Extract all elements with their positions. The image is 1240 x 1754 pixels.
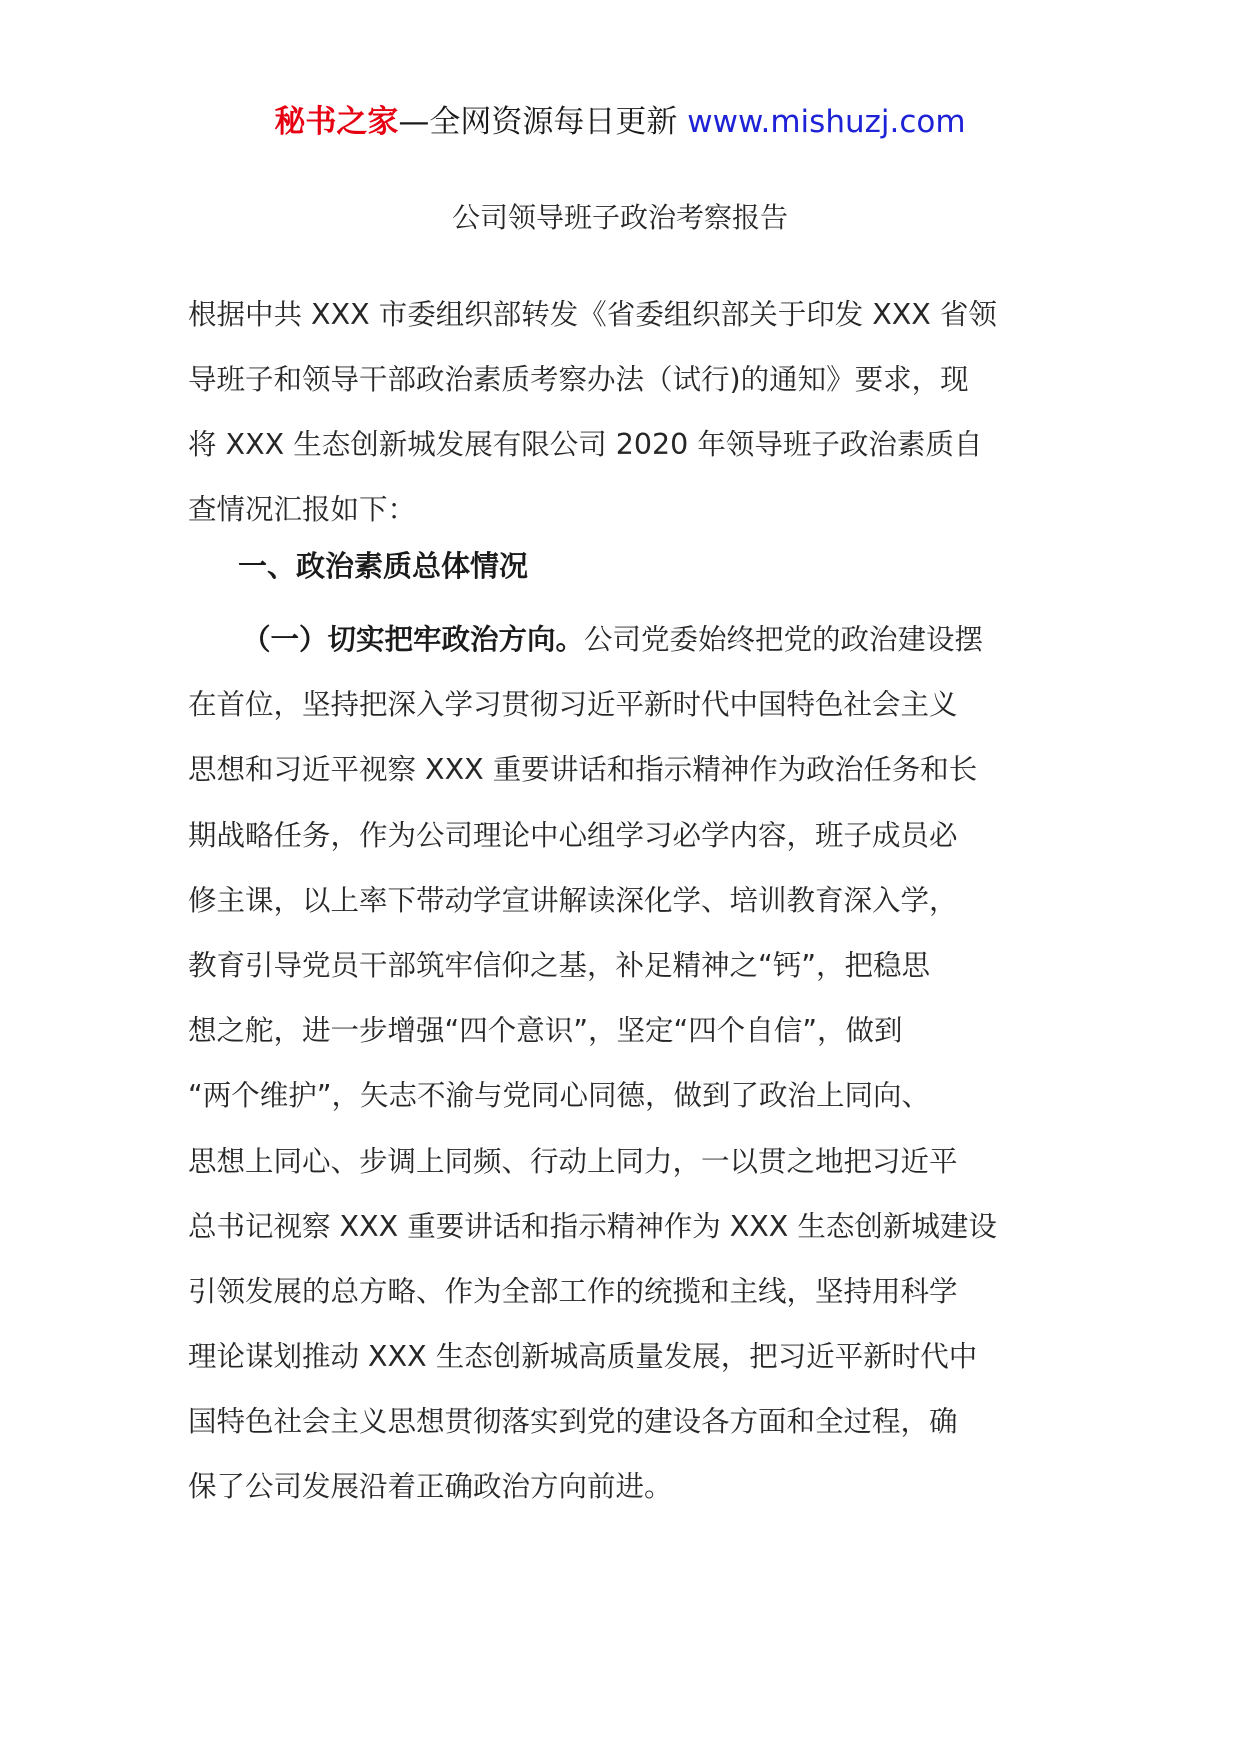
brand-name: 秘书之家	[274, 104, 399, 140]
paragraph-line: 在首位，坚持把深入学习贯彻习近平新时代中国特色社会主义	[188, 688, 958, 722]
paragraph-line: 保了公司发展沿着正确政治方向前进。	[188, 1470, 673, 1504]
paragraph-line: 理论谋划推动 XXX 生态创新城高质量发展，把习近平新时代中	[188, 1340, 978, 1374]
paragraph-line: “两个维护”，矢志不渝与党同心同德，做到了政治上同向、	[188, 1079, 931, 1113]
paragraph-line: 想之舵，进一步增强“四个意识”，坚定“四个自信”，做到	[188, 1014, 903, 1048]
site-url-link[interactable]: www.mishuzj.com	[687, 104, 966, 140]
paragraph-line: 总书记视察 XXX 重要讲话和指示精神作为 XXX 生态创新城建设	[188, 1209, 997, 1243]
paragraph-line: 思想上同心、步调上同频、行动上同力，一以贯之地把习近平	[188, 1144, 958, 1178]
section-paragraph	[188, 607, 1058, 1520]
intro-line: 将 XXX 生态创新城发展有限公司 2020 年领导班子政治素质自	[188, 428, 983, 461]
paragraph-first-line	[188, 607, 1058, 672]
paragraph-line: 修主课，以上率下带动学宣讲解读深化学、培训教育深入学，	[188, 883, 958, 917]
paragraph-line: 思想和习近平视察 XXX 重要讲话和指示精神作为政治任务和长	[188, 753, 978, 787]
document-title: 公司领导班子政治考察报告	[451, 201, 788, 234]
subheading: （一）切实把牢政治方向。	[242, 623, 585, 656]
paragraph-line: 教育引导党员干部筑牢信仰之基，补足精神之“钙”，把稳思	[188, 948, 931, 982]
intro-line: 根据中共 XXX 市委组织部转发《省委组织部关于印发 XXX 省领	[188, 298, 997, 331]
site-header	[0, 100, 1240, 144]
intro-line: 查情况汇报如下：	[188, 493, 417, 526]
site-tagline: —全网资源每日更新	[398, 104, 678, 140]
intro-line: 导班子和领导干部政治素质考察办法（试行)的通知》要求，现	[188, 363, 969, 396]
paragraph-line-text: 公司党委始终把党的政治建设摆	[584, 623, 984, 656]
paragraph-line: 引领发展的总方略、作为全部工作的统揽和主线，坚持用科学	[188, 1274, 958, 1308]
paragraph-line: 国特色社会主义思想贯彻落实到党的建设各方面和全过程，确	[188, 1405, 958, 1439]
paragraph-line: 期战略任务，作为公司理论中心组学习必学内容，班子成员必	[188, 818, 958, 852]
intro-paragraph	[188, 282, 1058, 542]
section-heading: 一、政治素质总体情况	[238, 549, 529, 583]
